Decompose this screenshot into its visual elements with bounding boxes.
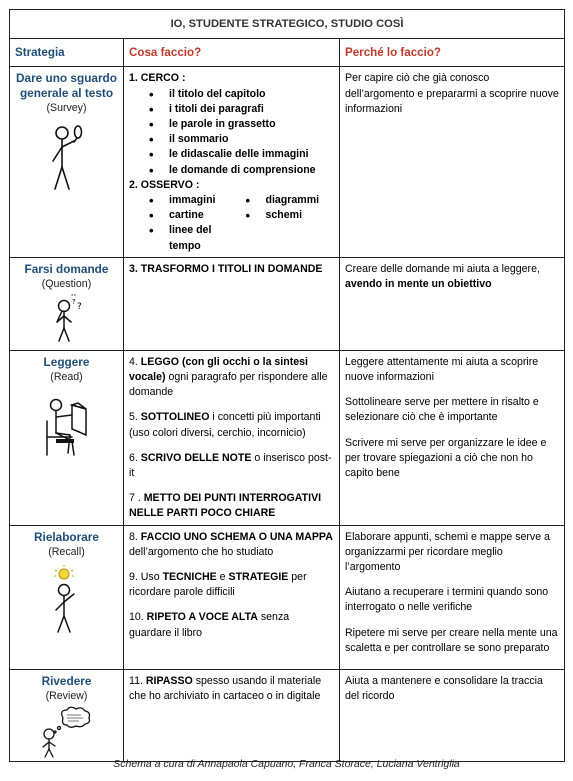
step-text: dell’argomento che ho studiato (129, 545, 274, 558)
step-text: senza guardare il libro (129, 611, 290, 639)
why-cell-read (340, 350, 565, 525)
step-number: 10. (129, 611, 147, 624)
list-item: • immagini (169, 193, 238, 208)
step-keyword: STRATEGIE (228, 571, 289, 584)
strategy-table (9, 9, 565, 762)
step-5 (129, 410, 334, 440)
stick-figure-thinking-icon (47, 294, 87, 344)
table-row (10, 525, 565, 669)
stick-figure-lightbulb-icon (44, 564, 90, 634)
step-8 (129, 530, 334, 560)
what-cell-question (124, 257, 340, 350)
step-text: o inserisco post-it (129, 451, 332, 480)
step-text: e (216, 571, 229, 584)
why-text: Leggere attentamente mi aiuta a scoprire nuove informazioni (345, 355, 539, 384)
table-row (10, 257, 565, 350)
header-perche: Perché lo faccio? (340, 39, 565, 67)
strategy-sub: (Review) (45, 689, 88, 702)
stick-figure-magnifier-icon (47, 123, 87, 195)
step-7 (129, 491, 334, 521)
cerco-label: 1. CERCO : (129, 72, 186, 85)
step-number: 7 . (129, 492, 144, 505)
step-number: 11. (129, 674, 146, 687)
strategy-cell-review (10, 669, 124, 761)
stick-figure-reading-icon (42, 395, 92, 459)
step-11 (129, 674, 334, 704)
why-text: Scrivere mi serve per organizzare le idee e per trovare spiegazioni a ciò che non ho capito bene (345, 436, 547, 480)
step-number: 5. (129, 411, 141, 424)
step-text: per ricordare parole difficili (129, 571, 307, 599)
step-keyword: RIPASSO (145, 674, 193, 687)
what-text: 3. TRASFORMO I TITOLI IN DOMANDE (129, 262, 323, 275)
strategy-table-sheet (9, 9, 564, 762)
why-cell-question (340, 257, 565, 350)
osservo-label: 2. OSSERVO : (129, 178, 200, 191)
why-text-bold: avendo in mente un obiettivo (345, 278, 492, 291)
step-text: i concetti più importanti (uso colori diversi, cerchio, incornicio) (129, 411, 321, 439)
list-item: • il titolo del capitolo (169, 87, 334, 102)
cerco-list (129, 87, 334, 178)
step-number: 6. (129, 451, 141, 464)
strategy-sub: (Survey) (46, 102, 87, 115)
step-keyword: SOTTOLINEO (140, 411, 210, 424)
step-number: 9. Uso (129, 571, 163, 584)
why-text: Elaborare appunti, schemi e mappe serve a organizzarmi per ricordare meglio l’argomento (345, 530, 550, 574)
why-cell-survey (340, 67, 565, 257)
strategy-cell-survey (10, 67, 124, 257)
stick-figure-cloud-icon (39, 706, 95, 758)
strategy-sub: (Read) (50, 370, 83, 383)
step-number: 4. (129, 355, 141, 368)
why-text: Sottolineare serve per mettere in risalto e selezionare ciò che è importante (345, 396, 539, 424)
table-row (10, 350, 565, 525)
strategy-cell-read (10, 350, 124, 525)
strategy-name: Dare uno sguardo generale al testo (16, 71, 117, 101)
list-item: • linee del tempo (169, 223, 238, 253)
what-cell-read (124, 350, 340, 525)
list-item: • cartine (169, 208, 238, 223)
step-keyword: METTO DEI PUNTI INTERROGATIVI NELLE PARTI POCO CHIARE (129, 492, 322, 520)
table-row (10, 67, 565, 257)
why-cell-recall (340, 525, 565, 669)
strategy-name: Farsi domande (24, 261, 109, 276)
list-item: • le parole in grassetto (169, 117, 334, 132)
list-item: • le domande di comprensione (169, 163, 334, 178)
step-keyword: LEGGO (140, 355, 180, 368)
list-item: • il sommario (169, 132, 334, 147)
strategy-cell-question (10, 257, 124, 350)
osservo-list-left (129, 193, 238, 254)
table-title: IO, STUDENTE STRATEGICO, STUDIO COSÌ (10, 10, 565, 39)
strategy-name: Rielaborare (34, 529, 99, 544)
step-number: 8. (129, 530, 141, 543)
header-cosa: Cosa faccio? (124, 39, 340, 67)
header-row (10, 39, 565, 67)
step-text: ogni paragrafo per rispondere alle domande (129, 371, 328, 399)
strategy-name: Rivedere (41, 673, 92, 688)
why-text: Creare delle domande mi aiuta a leggere, (345, 262, 540, 275)
strategy-cell-recall (10, 525, 124, 669)
svg-text:°°: °° (70, 294, 76, 301)
list-item: • diagrammi (266, 193, 335, 208)
step-keyword: TECNICHE (162, 571, 217, 584)
why-text: Aiutano a recuperare i termini quando sono interrogato o nelle verifiche (345, 586, 549, 614)
step-text: spesso usando il materiale che ho archiviato in cartaceo o in digitale (129, 674, 322, 702)
what-cell-survey (124, 67, 340, 257)
step-4 (129, 355, 334, 401)
header-strategia: Strategia (10, 39, 124, 67)
step-keyword: RIPETO A VOCE ALTA (146, 611, 258, 624)
table-row (10, 669, 565, 761)
step-keyword: SCRIVO DELLE NOTE (140, 451, 252, 464)
osservo-list-right (238, 193, 335, 254)
why-text: Per capire ciò che già conosco dell’argomento e prepararmi a scoprire nuove informazioni (345, 72, 559, 115)
why-text: Aiuta a mantenere e consolidare la traccia del ricordo (345, 674, 543, 702)
why-text: Ripetere mi serve per creare nella mente una scaletta e per controllare se sono preparato (345, 626, 558, 654)
strategy-sub: (Recall) (48, 545, 85, 558)
strategy-sub: (Question) (41, 277, 92, 290)
step-9 (129, 570, 334, 600)
svg-text:?: ? (76, 302, 82, 313)
step-6 (129, 451, 334, 481)
svg-text:?: ? (71, 298, 76, 307)
step-keyword: FACCIO UNO SCHEMA O UNA MAPPA (140, 530, 333, 543)
list-item: • i titoli dei paragrafi (169, 102, 334, 117)
what-cell-recall (124, 525, 340, 669)
why-cell-review (340, 669, 565, 761)
list-item: • schemi (266, 208, 335, 223)
strategy-name: Leggere (43, 354, 90, 369)
step-keyword: (con gli occhi o la sintesi vocale) (129, 355, 308, 384)
credit-line: Schema a cura di Annapaola Capuano, Franca Storace, Luciana Ventriglia (113, 758, 460, 770)
what-cell-review (124, 669, 340, 761)
list-item: • le didascalie delle immagini (169, 147, 334, 162)
step-10 (129, 610, 334, 640)
